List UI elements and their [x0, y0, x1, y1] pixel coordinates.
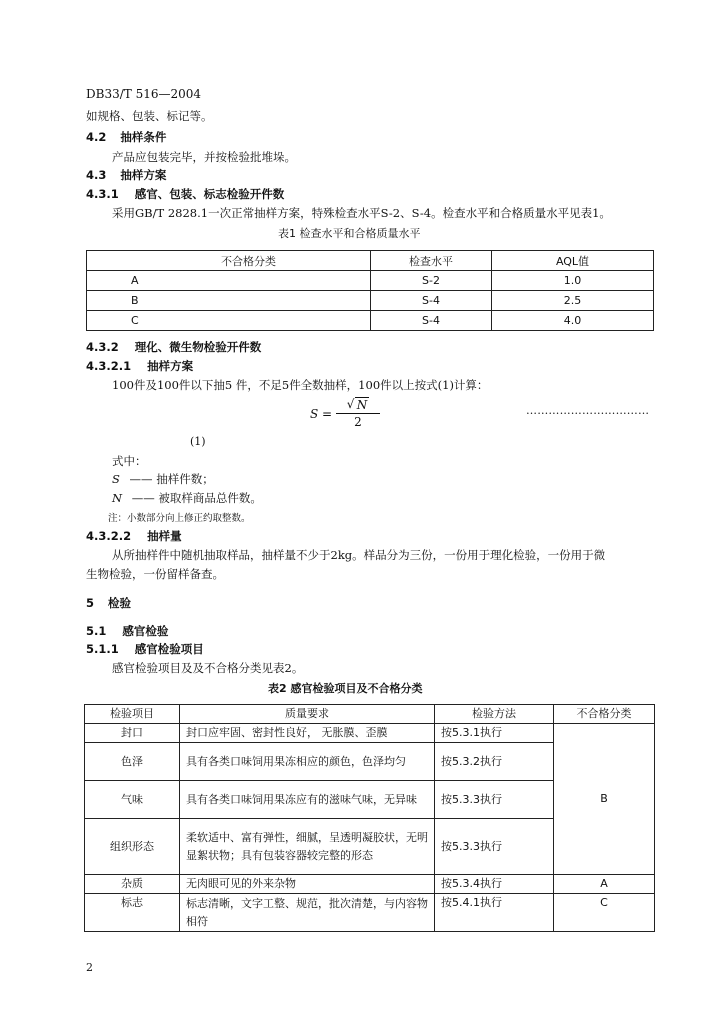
table2: [84, 704, 655, 932]
table-cell: 按5.3.1执行: [435, 724, 554, 743]
section-number: 5.1: [86, 624, 107, 638]
formula-leader-dots: ……………………………: [526, 404, 650, 417]
table-header-cell: 不合格分类: [87, 251, 371, 271]
table-cell: 封口: [85, 724, 180, 743]
section-number: 5: [86, 596, 95, 610]
table-cell: 具有各类口味饲用果冻应有的滋味气味，无异味: [180, 781, 435, 819]
table-row: [85, 894, 655, 932]
table-cell: 1.0: [492, 271, 654, 291]
table-cell: S-4: [371, 311, 492, 331]
table-cell: 按5.3.3执行: [435, 819, 554, 875]
table-cell: 按5.3.2执行: [435, 743, 554, 781]
table-cell: 标志清晰，文字工整、规范，批次清楚，与内容物相符: [180, 894, 435, 932]
table-cell: C: [87, 311, 371, 331]
formula-where: 式中：: [112, 454, 147, 468]
table2-caption: 表2 感官检验项目及不合格分类: [268, 682, 423, 695]
table-row: [85, 875, 655, 894]
formula-equation-number: (1): [190, 435, 206, 448]
section-4-3-1-heading: [86, 189, 284, 201]
section-number: 4.3.2: [86, 340, 119, 354]
section-5-1-1-heading: [86, 644, 204, 656]
section-title: 感官检验: [122, 624, 169, 638]
table-header-cell: 检验方法: [435, 705, 554, 724]
variable-symbol: S: [112, 472, 120, 486]
table-cell-grade: A: [554, 875, 655, 894]
section-5-heading: [86, 598, 131, 610]
variable-symbol: N: [112, 491, 123, 505]
formula-denominator: 2: [354, 415, 362, 429]
section-4-2-heading: [86, 132, 166, 144]
table-header-cell: 不合格分类: [554, 705, 655, 724]
table-cell: 具有各类口味饲用果冻相应的颜色，色泽均匀: [180, 743, 435, 781]
section-4-3-1-text: 采用GB/T 2828.1一次正常抽样方案，特殊检查水平S-2、S-4。检查水平和合格质量水平见表1。: [112, 206, 611, 220]
sqrt-symbol: [347, 398, 370, 412]
table-header-cell: AQL值: [492, 251, 654, 271]
section-number: 4.2: [86, 130, 107, 144]
table-header-row: [87, 251, 654, 271]
formula-lhs: S =: [310, 407, 333, 421]
section-4-3-2-2-text-line2: 生物检验，一份留样备查。: [86, 567, 224, 581]
intro-line: 如规格、包装、标记等。: [86, 109, 213, 123]
table-cell: 按5.4.1执行: [435, 894, 554, 932]
section-4-3-heading: [86, 170, 166, 182]
table-row: [87, 291, 654, 311]
section-5-1-1-text: 感官检验项目及及不合格分类见表2。: [112, 661, 304, 675]
table-row: [87, 311, 654, 331]
section-title: 抽样方案: [147, 359, 194, 373]
table-cell: 杂质: [85, 875, 180, 894]
table-cell-grade: C: [554, 894, 655, 932]
section-4-3-2-1-text: 100件及100件以下抽5 件，不足5件全数抽样，100件以上按式(1)计算：: [112, 378, 489, 392]
section-number: 4.3.2.1: [86, 359, 132, 373]
table-row: [85, 724, 655, 743]
formula-numerator: [336, 398, 380, 412]
section-number: 4.3.1: [86, 187, 119, 201]
table-header-row: [85, 705, 655, 724]
formula-note: 注：小数部分向上修正约取整数。: [108, 513, 251, 524]
table1-caption: 表1 检查水平和合格质量水平: [278, 227, 421, 240]
section-4-3-2-2-heading: [86, 531, 182, 543]
section-4-2-text: 产品应包装完毕，并按检验批堆垛。: [112, 150, 296, 164]
table-header-cell: 检查水平: [371, 251, 492, 271]
variable-description: —— 抽样件数；: [129, 472, 214, 486]
section-number: 4.3: [86, 168, 107, 182]
table-header-cell: 质量要求: [180, 705, 435, 724]
section-title: 抽样方案: [120, 168, 167, 182]
section-title: 抽样条件: [120, 130, 167, 144]
table-cell: S-4: [371, 291, 492, 311]
table-cell: S-2: [371, 271, 492, 291]
formula-var-s: [112, 474, 214, 486]
section-5-1-heading: [86, 626, 168, 638]
section-title: 检验: [108, 596, 132, 610]
section-title: 理化、微生物检验开件数: [134, 340, 262, 354]
section-4-3-2-1-heading: [86, 361, 193, 373]
table-cell: 标志: [85, 894, 180, 932]
table-cell: 组织形态: [85, 819, 180, 875]
table-row: [87, 271, 654, 291]
radical-icon: √: [346, 397, 355, 411]
fraction-bar: [336, 413, 380, 414]
table-header-cell: 检验项目: [85, 705, 180, 724]
section-number: 4.3.2.2: [86, 529, 132, 543]
page-number: 2: [86, 961, 93, 974]
table-cell: 按5.3.3执行: [435, 781, 554, 819]
table-cell-grade: B: [554, 724, 655, 875]
table-cell: B: [87, 291, 371, 311]
section-number: 5.1.1: [86, 642, 119, 656]
section-title: 感官检验项目: [134, 642, 204, 656]
table-cell: 按5.3.4执行: [435, 875, 554, 894]
variable-description: —— 被取样商品总件数。: [131, 491, 262, 505]
section-4-3-2-2-text-line1: 从所抽样件中随机抽取样品，抽样量不少于2kg。样品分为三份，一份用于理化检验，一份用于微: [112, 548, 606, 562]
table-cell: 无肉眼可见的外来杂物: [180, 875, 435, 894]
formula-variable: N: [356, 398, 368, 412]
table-cell: A: [87, 271, 371, 291]
table-cell: 色泽: [85, 743, 180, 781]
table-cell: 柔软适中、富有弹性，细腻，呈透明凝胶状，无明显絮状物；具有包装容器较完整的形态: [180, 819, 435, 875]
section-4-3-2-heading: [86, 342, 261, 354]
table1: [86, 250, 654, 331]
table-cell: 4.0: [492, 311, 654, 331]
table-cell: 封口应牢固、密封性良好， 无胀膜、歪膜: [180, 724, 435, 743]
formula-fraction: [336, 398, 380, 429]
table-cell: 2.5: [492, 291, 654, 311]
formula-var-n: [112, 493, 262, 505]
section-title: 感官、包装、标志检验开件数: [134, 187, 285, 201]
section-title: 抽样量: [147, 529, 182, 543]
table-cell: 气味: [85, 781, 180, 819]
standard-code: DB33/T 516—2004: [86, 87, 202, 101]
